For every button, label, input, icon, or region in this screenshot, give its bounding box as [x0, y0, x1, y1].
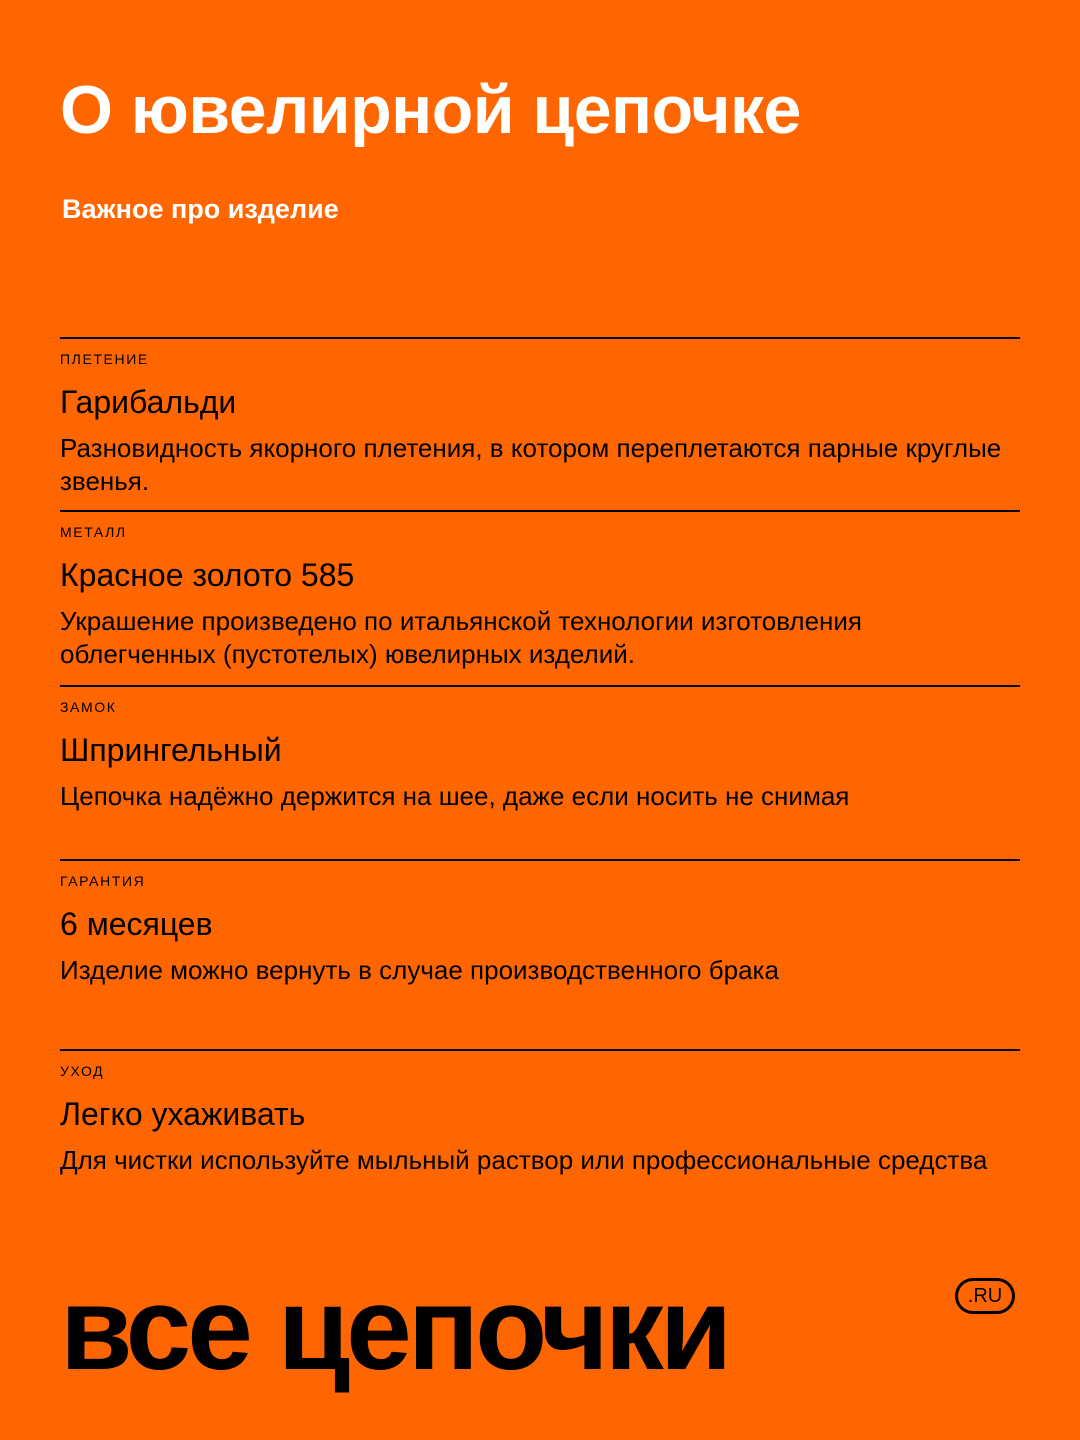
section-metal: [60, 510, 1020, 686]
section-description: Украшение произведено по итальянской технологии изготовления облегченных (пустотелых) ювелирных изделий.: [60, 606, 863, 669]
section-warranty: [60, 859, 1020, 1050]
section-label: ПЛЕТЕНИЕ: [60, 351, 149, 367]
section-description: Изделие можно вернуть в случае производственного брака: [60, 955, 779, 985]
section-value: Шпрингельный: [60, 732, 282, 768]
section-care: [60, 1049, 1020, 1221]
section-weave: [60, 337, 1020, 511]
section-description: Цепочка надёжно держится на шее, даже если носить не снимая: [60, 781, 850, 811]
brand-logo-text: все цепочки: [60, 1263, 729, 1395]
section-value: Красное золото 585: [60, 557, 355, 593]
section-value: Гарибальди: [60, 384, 237, 420]
section-label: УХОД: [60, 1063, 105, 1079]
section-description: Разновидность якорного плетения, в котором переплетаются парные круглые звенья.: [60, 433, 1002, 496]
brand-logo-badge: .RU: [955, 1278, 1015, 1314]
page-subtitle: Важное про изделие: [62, 194, 339, 224]
section-value: 6 месяцев: [60, 906, 213, 942]
brand-logo: [60, 1263, 1030, 1395]
section-label: ЗАМОК: [60, 699, 117, 715]
page-title: О ювелирной цепочке: [60, 72, 801, 148]
section-description: Для чистки используйте мыльный раствор или профессиональные средства: [60, 1145, 988, 1175]
section-label: ГАРАНТИЯ: [60, 873, 146, 889]
section-clasp: [60, 685, 1020, 860]
section-value: Легко ухаживать: [60, 1096, 306, 1132]
section-label: МЕТАЛЛ: [60, 524, 127, 540]
